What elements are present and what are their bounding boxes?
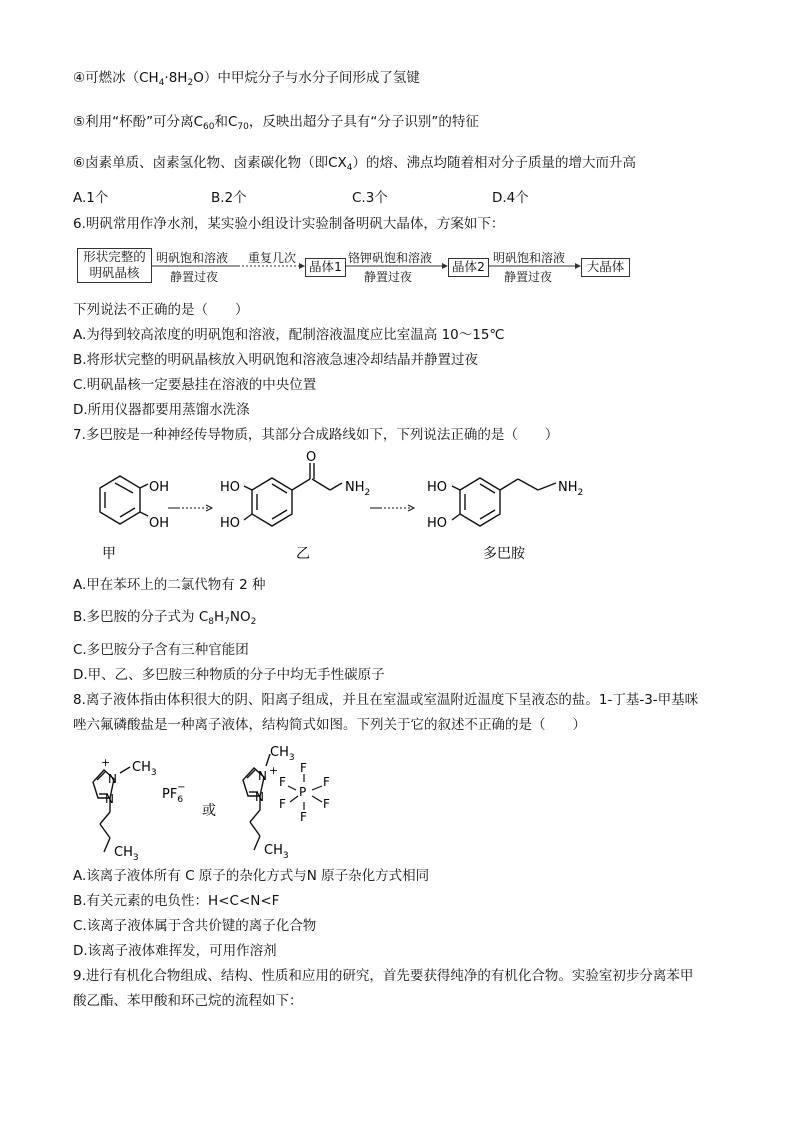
q7-stem: 7.多巴胺是一种神经传导物质，其部分合成路线如下，下列说法正确的是（ ） (73, 427, 559, 443)
label-jia: 甲 (102, 546, 116, 562)
yi-nh2: $NH_2$ (345, 480, 371, 498)
flow-step1-bottom: 静置过夜 (170, 270, 219, 284)
pf6-f-right-bottom: F (323, 797, 330, 811)
flow-repeat: 重复几次 (248, 251, 297, 265)
q8-stem-line1: 8.离子液体指由体积很大的阴、阳离子组成，并且在室温或室温附近温度下呈液态的盐。1-丁基-3-甲基咪 (73, 692, 699, 708)
q5-option-a: A.1个 (73, 190, 109, 206)
yi-ho-bottom: HO (220, 516, 241, 531)
dopamine-nh2: $NH_2$ (558, 480, 584, 498)
flow-arrows (0, 0, 794, 300)
q6-option-b: B.将形状完整的明矾晶核放入明矾饱和溶液急速冷却结晶并静置过夜 (73, 352, 479, 368)
cation-right-plus: + (269, 764, 279, 777)
cation-right-n-top: N (258, 769, 267, 783)
flow-big-crystal-box: 大晶体 (581, 258, 630, 277)
flow-crystal1-box: 晶体1 (305, 258, 346, 277)
pf6-f-top: F (300, 761, 307, 775)
q6-question: 下列说法不正确的是（ ） (73, 302, 249, 318)
flow-step2-bottom: 静置过夜 (364, 270, 413, 284)
flow-step1-top: 明矾饱和溶液 (156, 251, 229, 265)
q6-option-d: D.所用仪器都要用蒸馏水洗涤 (73, 402, 250, 418)
q7-option-a: A.甲在苯环上的二氯代物有 2 种 (73, 577, 266, 593)
statement-6: ⑥卤素单质、卤素氢化物、卤素碳化物（即$CX_4$）的熔、沸点均随着相对分子质量的增大而升高 (73, 155, 637, 173)
jia-oh-top: OH (149, 480, 170, 495)
q8-option-c: C.该离子液体属于含共价键的离子化合物 (73, 918, 317, 934)
cation-left-ch3-bottom: $CH_3$ (114, 845, 139, 860)
pf6-f-left-bottom: F (279, 797, 286, 811)
cation-left-ch3-top: $CH_3$ (132, 760, 157, 778)
statement-4: ④可燃冰$(CH_4\cdot 8H_2O)$中甲烷分子与水分子间形成了氢键 (73, 70, 420, 88)
label-yi: 乙 (296, 546, 310, 562)
q7-option-b: B.多巴胺的分子式为 $C_8H_7NO_2$ (73, 609, 257, 627)
q6-option-a: A.为得到较高浓度的明矾饱和溶液，配制溶液温度应比室温高 10～15℃ (73, 327, 505, 343)
compound-yi-structure (244, 463, 342, 526)
jia-oh-bottom: OH (149, 516, 170, 531)
q6-option-c: C.明矾晶核一定要悬挂在溶液的中央位置 (73, 377, 317, 393)
cation-left-plus: + (101, 756, 111, 769)
q7-option-c: C.多巴胺分子含有三种官能团 (73, 642, 249, 658)
q9-stem-line1: 9.进行有机化合物组成、结构、性质和应用的研究，首先要获得纯净的有机化合物。实验室初步分离苯甲 (73, 968, 694, 984)
q8-ionic-liquid-structure (70, 742, 370, 860)
q5-option-c: C.3个 (352, 190, 388, 206)
dopamine-ho-bottom: HO (427, 516, 448, 531)
q7-option-d: D.甲、乙、多巴胺三种物质的分子中均无手性碳原子 (73, 667, 385, 683)
yi-ho-top: HO (220, 480, 241, 495)
cation-right-ch3-bottom: $CH_3$ (264, 843, 289, 860)
flow-step2-top: 铬钾矾饱和溶液 (348, 251, 433, 265)
flow-crystal2-box: 晶体2 (448, 258, 489, 277)
q8-option-d: D.该离子液体难挥发，可用作溶剂 (73, 943, 277, 959)
q7-synthesis-route (60, 450, 600, 570)
cation-right-n-bottom: N (255, 790, 264, 804)
arrow-2 (370, 505, 414, 511)
compound-dopamine-structure (452, 478, 556, 526)
cation-left-n-top: N (108, 772, 117, 786)
q5-option-b: B.2个 (211, 190, 247, 206)
pf6-anion: $PF_6-$ (162, 782, 186, 805)
arrow-1 (168, 505, 212, 511)
pf6-f-bottom: F (300, 810, 307, 824)
q8-stem-line2: 唑六氟磷酸盐是一种离子液体，结构简式如图。下列关于它的叙述不正确的是（ ） (73, 717, 586, 733)
or-label: 或 (202, 803, 216, 819)
flow-start-box: 形状完整的 明矾晶核 (77, 248, 152, 283)
q6-stem: 6.明矾常用作净水剂，某实验小组设计实验制备明矾大晶体，方案如下： (73, 216, 505, 232)
q9-stem-line2: 酸乙酯、苯甲酸和环己烷的流程如下： (73, 993, 303, 1009)
cation-left-n-bottom: N (105, 792, 114, 806)
pf6-p: P (299, 785, 307, 799)
label-dopamine: 多巴胺 (483, 546, 525, 562)
flow-step3-bottom: 静置过夜 (504, 270, 553, 284)
pf6-f-right-top: F (323, 775, 330, 789)
q8-option-a: A.该离子液体所有 C 原子的杂化方式与N 原子杂化方式相同 (73, 868, 430, 884)
compound-jia-structure (100, 476, 148, 524)
flow-step3-top: 明矾饱和溶液 (493, 251, 566, 265)
q5-option-d: D.4个 (492, 190, 529, 206)
q8-option-b: B.有关元素的电负性：H<C<N<F (73, 893, 280, 909)
cation-right-ch3-top: $CH_3$ (270, 745, 295, 763)
pf6-f-left-top: F (279, 775, 286, 789)
yi-carbonyl-o: O (306, 450, 317, 465)
statement-5: ⑤利用“杯酚”可分离$C_{60}$和$C_{70}$，反映出超分子具有“分子识别”的特征 (73, 114, 479, 132)
dopamine-ho-top: HO (427, 480, 448, 495)
